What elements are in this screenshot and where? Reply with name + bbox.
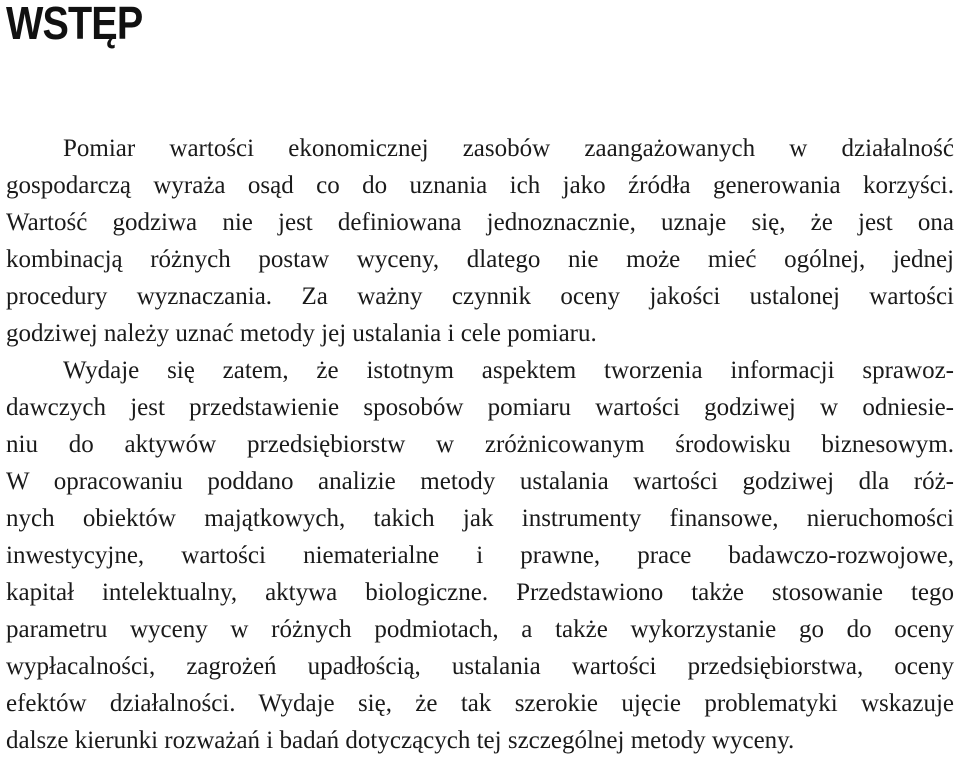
text-line: nych obiektów majątkowych, takich jak instrumenty finansowe, nieruchomości xyxy=(6,505,954,532)
text-line: parametru wyceny w różnych podmiotach, a także wykorzystanie go do oceny xyxy=(6,616,954,643)
text-line: gospodarczą wyraża osąd co do uznania ich jako źródła generowania korzyści. xyxy=(6,172,954,199)
document-body xyxy=(6,130,954,759)
text-line: Wartość godziwa nie jest definiowana jednoznacznie, uznaje się, że jest ona xyxy=(6,209,954,236)
text-line: godziwej należy uznać metody jej ustalania i cele pomiaru. xyxy=(6,320,597,347)
text-line: dawczych jest przedstawienie sposobów pomiaru wartości godziwej w odniesie- xyxy=(6,394,954,421)
paragraph-1 xyxy=(6,130,954,352)
text-line: W opracowaniu poddano analizie metody ustalania wartości godziwej dla róż- xyxy=(6,468,954,495)
text-line: wypłacalności, zagrożeń upadłością, ustalania wartości przedsiębiorstwa, oceny xyxy=(6,653,954,680)
text-line: procedury wyznaczania. Za ważny czynnik oceny jakości ustalonej wartości xyxy=(6,283,954,310)
text-line: kombinacją różnych postaw wyceny, dlatego nie może mieć ogólnej, jednej xyxy=(6,246,954,273)
paragraph-2 xyxy=(6,352,954,759)
text-line: kapitał intelektualny, aktywa biologiczne. Przedstawiono także stosowanie tego xyxy=(6,579,954,606)
text-line: niu do aktywów przedsiębiorstw w zróżnicowanym środowisku biznesowym. xyxy=(6,431,954,458)
text-line: Pomiar wartości ekonomicznej zasobów zaangażowanych w działalność xyxy=(63,135,954,162)
page-title: WSTĘP xyxy=(6,0,143,49)
text-line: efektów działalności. Wydaje się, że tak szerokie ujęcie problematyki wskazuje xyxy=(6,690,954,717)
text-line: Wydaje się zatem, że istotnym aspektem tworzenia informacji sprawoz- xyxy=(63,357,954,384)
text-line: dalsze kierunki rozważań i badań dotyczących tej szczególnej metody wyceny. xyxy=(6,727,795,754)
text-line: inwestycyjne, wartości niematerialne i prawne, prace badawczo-rozwojowe, xyxy=(6,542,954,569)
